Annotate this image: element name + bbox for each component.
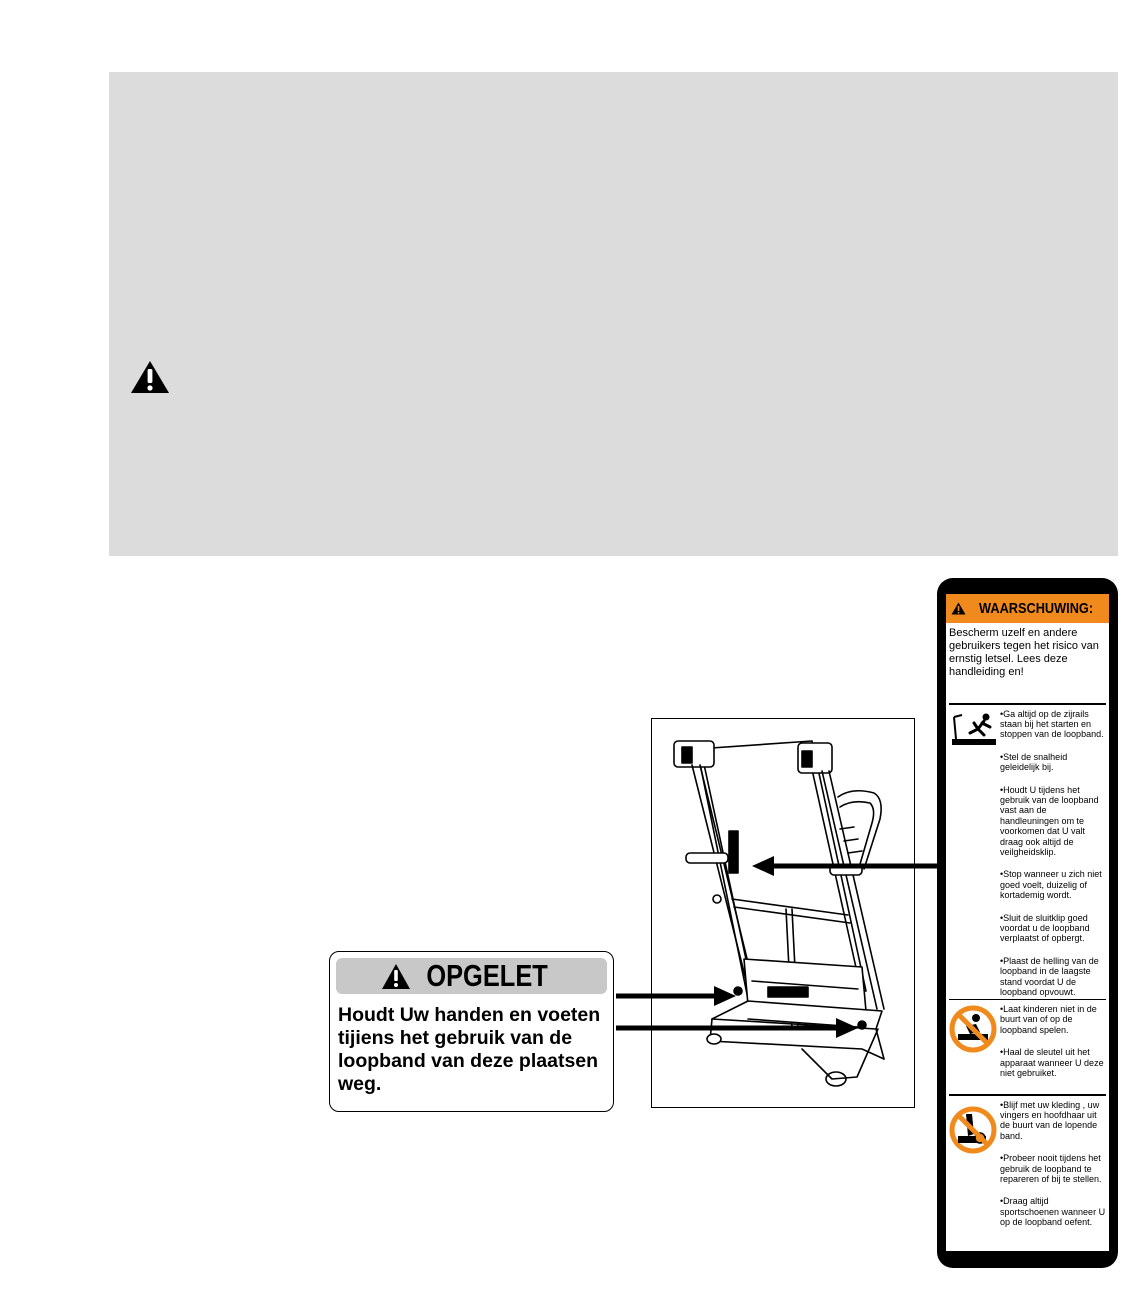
sticker-text: •Probeer nooit tijdens het gebruik de loopband te repareren of bij te stellen.: [1000, 1153, 1102, 1184]
caution-title: OPGELET: [426, 958, 549, 993]
sticker-text: •Laat kinderen niet in de buurt van of op de loopband spelen.: [1000, 1004, 1097, 1035]
sticker-text: •Stop wanneer u zich niet goed voelt, duizelig of kortademig wordt.: [1000, 869, 1102, 901]
treadmill-drawing: [652, 719, 913, 1106]
sticker-text: •Ga altijd op de zijrails staan bij het starten en stoppen van de loopband.: [1000, 708, 1104, 740]
caution-text: Houdt Uw handen en voeten tijiens het gebruik van de loopband van deze plaatsen weg.: [338, 1004, 601, 1095]
caution-label: [329, 951, 614, 1112]
sticker-header: [946, 594, 1109, 623]
sticker-text: •Blijf met uw kleding , uw vingers en hoofdhaar uit de buurt van de lopende band.: [1000, 1099, 1100, 1141]
sticker-text: •Sluit de sluitklip goed voordat u de loopband verplaatst of opbergt.: [1000, 912, 1090, 944]
warning-sticker: [937, 578, 1118, 1268]
entanglement-hazard-icon: [948, 1100, 998, 1160]
treadmill-illustration: [651, 718, 915, 1108]
warning-triangle-icon: [381, 963, 411, 990]
sticker-intro: Bescherm uzelf en andere gebruikers tegen het risico van ernstig letsel. Lees deze handleiding en!: [949, 627, 1099, 678]
warning-triangle-icon: [130, 360, 170, 394]
sticker-text: •Haal de sleutel uit het apparaat wanneer U deze niet gebruiket.: [1000, 1047, 1104, 1079]
caution-label-header: [336, 958, 607, 994]
sticker-text: •Draag altijd sportschoenen wanneer U op de loopband oefent.: [1000, 1196, 1106, 1228]
sticker-text: •Plaast de helling van de loopband in de laagste stand voordat U de loopband opvouwt.: [1000, 955, 1099, 998]
sticker-title: WAARSCHUWING:: [979, 600, 1094, 617]
sticker-text: •Stel de snalheid geleidelijk bij.: [1000, 751, 1068, 773]
sticker-section-2: [946, 1000, 1109, 1094]
fall-hazard-icon: [948, 709, 998, 749]
no-children-icon: [948, 1004, 998, 1054]
sticker-section-3: [946, 1096, 1109, 1240]
warning-triangle-icon: [951, 602, 966, 615]
sticker-text: •Houdt U tijdens het gebruik van de loopband vast aan de handleuningen om te voorkomen dat U valt draag ook altijd de veilgheidsklip.: [1000, 784, 1099, 857]
warning-panel: [109, 72, 1118, 556]
sticker-section-1: [946, 705, 1109, 999]
